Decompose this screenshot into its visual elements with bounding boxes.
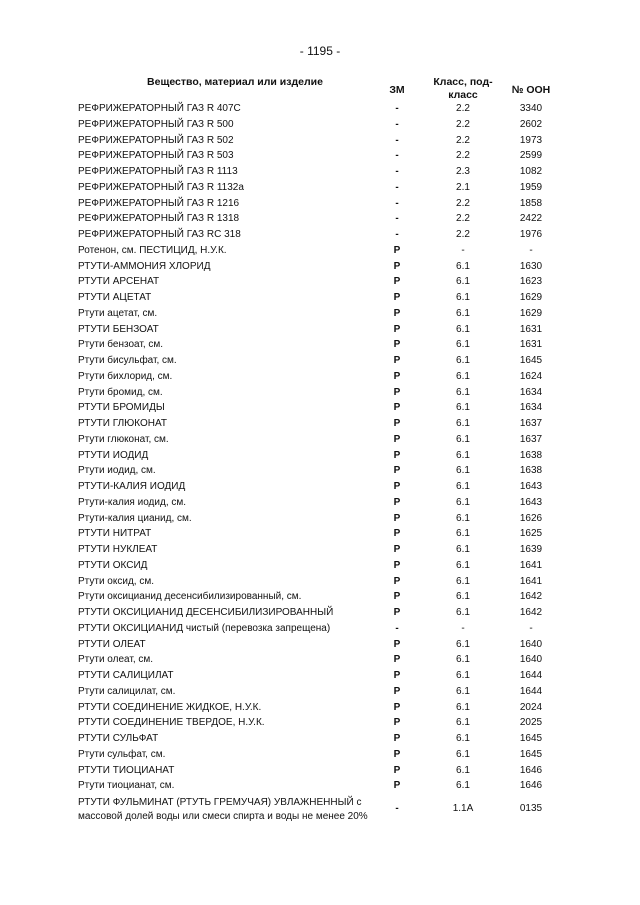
cell-class: 6.1 xyxy=(456,528,470,540)
cell-substance: РЕФРИЖЕРАТОРНЫЙ ГАЗ R 502 xyxy=(78,134,234,146)
cell-zm: - xyxy=(395,166,399,177)
cell-substance: РТУТИ ИОДИД xyxy=(78,449,149,461)
cell-substance: РТУТИ ГЛЮКОНАТ xyxy=(78,418,167,429)
cell-zm: Р xyxy=(393,528,401,540)
cell-class: 6.1 xyxy=(456,449,470,461)
cell-un-number: 1642 xyxy=(519,607,543,618)
cell-class: 2.1 xyxy=(456,181,470,193)
cell-substance: Ртути иодид, см. xyxy=(78,465,156,477)
cell-substance: РТУТИ ОКСИД xyxy=(78,559,148,571)
cell-un-number: 1637 xyxy=(519,433,543,445)
header-substance: Вещество, материал или изделие xyxy=(147,76,323,88)
cell-substance: Ртути бензоат, см. xyxy=(78,339,164,351)
cell-un-number: 1631 xyxy=(519,339,543,351)
cell-zm: Р xyxy=(393,512,401,524)
cell-un-number: - xyxy=(529,244,533,256)
cell-zm: - xyxy=(395,181,399,193)
cell-zm: - xyxy=(395,229,399,240)
cell-class: 6.1 xyxy=(456,433,470,445)
cell-un-number: 1643 xyxy=(519,481,543,492)
cell-class: 6.1 xyxy=(456,339,470,351)
cell-substance: РТУТИ СОЕДИНЕНИЕ ТВЕРДОЕ, Н.У.К. xyxy=(78,717,265,729)
cell-un-number: 0135 xyxy=(519,803,543,814)
cell-zm: - xyxy=(395,118,399,130)
table-row xyxy=(0,511,640,527)
cell-class: - xyxy=(461,244,465,256)
cell-class: 2.2 xyxy=(456,134,470,146)
table-row xyxy=(0,463,640,479)
table-row xyxy=(0,306,640,322)
cell-class: 6.1 xyxy=(456,559,470,571)
cell-un-number: 1638 xyxy=(519,465,543,477)
cell-class: 6.1 xyxy=(456,386,470,398)
cell-un-number: 1640 xyxy=(519,654,543,666)
cell-zm: - xyxy=(395,803,399,814)
cell-un-number: 1629 xyxy=(519,292,543,303)
cell-un-number: 1623 xyxy=(519,276,543,288)
table-row xyxy=(0,227,640,243)
cell-substance: РЕФРИЖЕРАТОРНЫЙ ГАЗ R 500 xyxy=(78,118,234,130)
cell-zm: - xyxy=(395,622,399,634)
cell-class: 6.1 xyxy=(456,733,470,744)
cell-class: 2.2 xyxy=(456,229,470,240)
cell-zm: Р xyxy=(393,685,401,697)
table-row xyxy=(0,794,640,826)
cell-zm: Р xyxy=(393,607,401,618)
table-row xyxy=(0,369,640,385)
table-row xyxy=(0,259,640,275)
cell-substance: РТУТИ АЦЕТАТ xyxy=(78,292,152,303)
table-row xyxy=(0,353,640,369)
cell-class: 6.1 xyxy=(456,780,470,792)
table-row xyxy=(0,164,640,180)
cell-un-number: 1629 xyxy=(519,307,543,319)
table-row xyxy=(0,605,640,621)
cell-substance: Ртути сульфат, см. xyxy=(78,748,166,760)
table-row xyxy=(0,133,640,149)
cell-class: 6.1 xyxy=(456,670,470,681)
table-row xyxy=(0,558,640,574)
table-row xyxy=(0,621,640,637)
cell-substance: Ртути бромид, см. xyxy=(78,386,163,398)
cell-zm: - xyxy=(395,103,399,114)
header-class-line1: Класс, под- xyxy=(433,76,493,88)
cell-zm: Р xyxy=(393,701,401,713)
cell-zm: Р xyxy=(393,764,401,776)
cell-zm: - xyxy=(395,213,399,225)
cell-substance: РЕФРИЖЕРАТОРНЫЙ ГАЗ R 407C xyxy=(78,103,241,114)
cell-un-number: 1637 xyxy=(519,418,543,429)
cell-class: 6.1 xyxy=(456,481,470,492)
cell-class: 2.2 xyxy=(456,150,470,162)
cell-un-number: 1642 xyxy=(519,591,543,603)
table-row xyxy=(0,432,640,448)
cell-un-number: 1645 xyxy=(519,748,543,760)
cell-un-number: - xyxy=(529,622,533,634)
cell-substance: РТУТИ ТИОЦИАНАТ xyxy=(78,764,175,776)
cell-substance: РЕФРИЖЕРАТОРНЫЙ ГАЗ R 1318 xyxy=(78,213,240,225)
cell-class: - xyxy=(461,622,465,634)
cell-zm: Р xyxy=(393,386,401,398)
table-row xyxy=(0,637,640,653)
cell-zm: - xyxy=(395,197,399,209)
cell-un-number: 1644 xyxy=(519,685,543,697)
cell-class: 2.2 xyxy=(456,213,470,225)
table-row xyxy=(0,148,640,164)
cell-un-number: 1858 xyxy=(519,197,543,209)
cell-zm: Р xyxy=(393,638,401,650)
header-class-line2: класс xyxy=(448,89,478,101)
cell-class: 6.1 xyxy=(456,575,470,587)
cell-class: 6.1 xyxy=(456,717,470,729)
table-row xyxy=(0,731,640,747)
cell-substance: РЕФРИЖЕРАТОРНЫЙ ГАЗ R 503 xyxy=(78,150,234,162)
table-row xyxy=(0,589,640,605)
cell-substance: РТУТИ СОЕДИНЕНИЕ ЖИДКОЕ, Н.У.К. xyxy=(78,701,262,713)
cell-zm: Р xyxy=(393,449,401,461)
cell-substance: Ртути тиоцианат, см. xyxy=(78,780,175,792)
header-class xyxy=(428,76,498,102)
cell-un-number: 2024 xyxy=(519,701,543,713)
cell-substance: РЕФРИЖЕРАТОРНЫЙ ГАЗ R 1132a xyxy=(78,181,244,193)
cell-zm: Р xyxy=(393,591,401,603)
table-row xyxy=(0,385,640,401)
cell-class: 6.1 xyxy=(456,764,470,776)
cell-class: 6.1 xyxy=(456,355,470,366)
cell-un-number: 1643 xyxy=(519,496,543,508)
cell-zm: Р xyxy=(393,402,401,414)
cell-substance: Ртути бисульфат, см. xyxy=(78,355,177,366)
table-row xyxy=(0,574,640,590)
header-un-number: № ООН xyxy=(511,84,551,96)
cell-substance: РЕФРИЖЕРАТОРНЫЙ ГАЗ R 1216 xyxy=(78,197,240,209)
cell-un-number: 1646 xyxy=(519,780,543,792)
cell-substance: РТУТИ ОЛЕАТ xyxy=(78,638,146,650)
cell-class: 6.1 xyxy=(456,544,470,555)
cell-zm: - xyxy=(395,134,399,146)
table-row xyxy=(0,337,640,353)
cell-un-number: 1976 xyxy=(519,229,543,240)
cell-un-number: 1644 xyxy=(519,670,543,681)
cell-zm: Р xyxy=(393,481,401,492)
cell-un-number: 1631 xyxy=(519,323,543,335)
cell-zm: Р xyxy=(393,465,401,477)
cell-zm: Р xyxy=(393,307,401,319)
cell-substance: Ртути оксицианид десенсибилизированный, см. xyxy=(78,591,302,603)
cell-substance: РТУТИ-КАЛИЯ ИОДИД xyxy=(78,481,186,492)
cell-zm: Р xyxy=(393,355,401,366)
cell-substance: РТУТИ НУКЛЕАТ xyxy=(78,544,158,555)
cell-zm: Р xyxy=(393,544,401,555)
cell-zm: Р xyxy=(393,733,401,744)
cell-un-number: 2025 xyxy=(519,717,543,729)
cell-un-number: 1641 xyxy=(519,559,543,571)
cell-un-number: 1973 xyxy=(519,134,543,146)
table-row xyxy=(0,495,640,511)
cell-substance: Ртути олеат, см. xyxy=(78,654,154,666)
cell-substance: Ртути салицилат, см. xyxy=(78,685,176,697)
cell-substance: РТУТИ БРОМИДЫ xyxy=(78,402,165,414)
cell-substance: РТУТИ БЕНЗОАТ xyxy=(78,323,159,335)
cell-substance: Ртути ацетат, см. xyxy=(78,307,158,319)
cell-un-number: 3340 xyxy=(519,103,543,114)
cell-zm: Р xyxy=(393,244,401,256)
cell-zm: Р xyxy=(393,292,401,303)
cell-un-number: 1082 xyxy=(519,166,543,177)
cell-zm: Р xyxy=(393,339,401,351)
cell-zm: Р xyxy=(393,276,401,288)
cell-class: 2.2 xyxy=(456,118,470,130)
cell-zm: - xyxy=(395,150,399,162)
table-row xyxy=(0,117,640,133)
cell-class: 6.1 xyxy=(456,370,470,382)
cell-zm: Р xyxy=(393,370,401,382)
cell-un-number: 1630 xyxy=(519,260,543,272)
table-row xyxy=(0,479,640,495)
table-row xyxy=(0,747,640,763)
table-row xyxy=(0,526,640,542)
cell-class: 6.1 xyxy=(456,307,470,319)
cell-class: 6.1 xyxy=(456,701,470,713)
cell-class: 6.1 xyxy=(456,292,470,303)
cell-class: 6.1 xyxy=(456,418,470,429)
cell-substance: РТУТИ ОКСИЦИАНИД чистый (перевозка запрещена) xyxy=(78,622,331,634)
cell-substance: Ртути оксид, см. xyxy=(78,575,154,587)
cell-zm: Р xyxy=(393,670,401,681)
cell-class: 6.1 xyxy=(456,323,470,335)
cell-substance: РТУТИ САЛИЦИЛАТ xyxy=(78,670,174,681)
cell-un-number: 1639 xyxy=(519,544,543,555)
cell-un-number: 1645 xyxy=(519,355,543,366)
cell-un-number: 1634 xyxy=(519,386,543,398)
cell-zm: Р xyxy=(393,260,401,272)
cell-substance: РТУТИ НИТРАТ xyxy=(78,528,152,540)
cell-un-number: 1638 xyxy=(519,449,543,461)
cell-substance: Ртути бихлорид, см. xyxy=(78,370,173,382)
cell-class: 6.1 xyxy=(456,276,470,288)
cell-un-number: 1646 xyxy=(519,764,543,776)
table-row xyxy=(0,400,640,416)
cell-un-number: 2422 xyxy=(519,213,543,225)
cell-zm: Р xyxy=(393,433,401,445)
cell-class: 6.1 xyxy=(456,685,470,697)
cell-class: 6.1 xyxy=(456,465,470,477)
cell-class: 6.1 xyxy=(456,638,470,650)
cell-substance: Ртути-калия цианид, см. xyxy=(78,512,192,524)
table-row xyxy=(0,243,640,259)
cell-zm: Р xyxy=(393,654,401,666)
cell-class: 6.1 xyxy=(456,496,470,508)
cell-un-number: 1959 xyxy=(519,181,543,193)
cell-zm: Р xyxy=(393,418,401,429)
table-row xyxy=(0,274,640,290)
cell-un-number: 1626 xyxy=(519,512,543,524)
cell-class: 6.1 xyxy=(456,260,470,272)
table-row xyxy=(0,180,640,196)
cell-zm: Р xyxy=(393,323,401,335)
cell-class: 2.2 xyxy=(456,103,470,114)
cell-un-number: 1641 xyxy=(519,575,543,587)
table-row xyxy=(0,684,640,700)
table-row xyxy=(0,416,640,432)
cell-substance: РЕФРИЖЕРАТОРНЫЙ ГАЗ R 1113 xyxy=(78,166,238,177)
cell-un-number: 2599 xyxy=(519,150,543,162)
table-row xyxy=(0,715,640,731)
cell-zm: Р xyxy=(393,748,401,760)
cell-substance: Ртути-калия иодид, см. xyxy=(78,496,187,508)
cell-substance: Ротенон, см. ПЕСТИЦИД, Н.У.К. xyxy=(78,244,227,256)
table-row xyxy=(0,700,640,716)
substance-table xyxy=(0,101,640,826)
cell-un-number: 1625 xyxy=(519,528,543,540)
cell-class: 2.2 xyxy=(456,197,470,209)
cell-substance: РТУТИ ОКСИЦИАНИД ДЕСЕНСИБИЛИЗИРОВАННЫЙ xyxy=(78,607,334,618)
table-row xyxy=(0,211,640,227)
cell-substance: РТУТИ АРСЕНАТ xyxy=(78,276,160,288)
header-zm: ЗМ xyxy=(389,84,405,96)
cell-class: 1.1A xyxy=(452,803,474,814)
cell-class: 6.1 xyxy=(456,654,470,666)
cell-substance: РТУТИ СУЛЬФАТ xyxy=(78,733,159,744)
cell-zm: Р xyxy=(393,559,401,571)
table-row xyxy=(0,668,640,684)
table-row xyxy=(0,652,640,668)
table-row xyxy=(0,322,640,338)
cell-substance: РТУТИ ФУЛЬМИНАТ (РТУТЬ ГРЕМУЧАЯ) УВЛАЖНЕННЫЙ с массовой долей воды или смеси спирта и воды не менее 20% xyxy=(78,797,368,822)
cell-un-number: 1640 xyxy=(519,638,543,650)
table-row xyxy=(0,542,640,558)
page-number: - 1195 - xyxy=(299,44,341,58)
cell-zm: Р xyxy=(393,575,401,587)
cell-class: 6.1 xyxy=(456,591,470,603)
cell-un-number: 1624 xyxy=(519,370,543,382)
cell-class: 6.1 xyxy=(456,402,470,414)
cell-un-number: 1645 xyxy=(519,733,543,744)
table-row xyxy=(0,196,640,212)
cell-un-number: 2602 xyxy=(519,118,543,130)
table-row xyxy=(0,448,640,464)
cell-un-number: 1634 xyxy=(519,402,543,414)
table-row xyxy=(0,101,640,117)
table-row xyxy=(0,778,640,794)
table-row xyxy=(0,290,640,306)
cell-zm: Р xyxy=(393,780,401,792)
cell-substance: Ртути глюконат, см. xyxy=(78,433,169,445)
cell-substance: РТУТИ-АММОНИЯ ХЛОРИД xyxy=(78,260,211,272)
table-row xyxy=(0,763,640,779)
cell-class: 6.1 xyxy=(456,607,470,618)
cell-class: 6.1 xyxy=(456,512,470,524)
cell-class: 2.3 xyxy=(456,166,470,177)
cell-substance: РЕФРИЖЕРАТОРНЫЙ ГАЗ RC 318 xyxy=(78,229,241,240)
cell-zm: Р xyxy=(393,496,401,508)
cell-zm: Р xyxy=(393,717,401,729)
cell-class: 6.1 xyxy=(456,748,470,760)
